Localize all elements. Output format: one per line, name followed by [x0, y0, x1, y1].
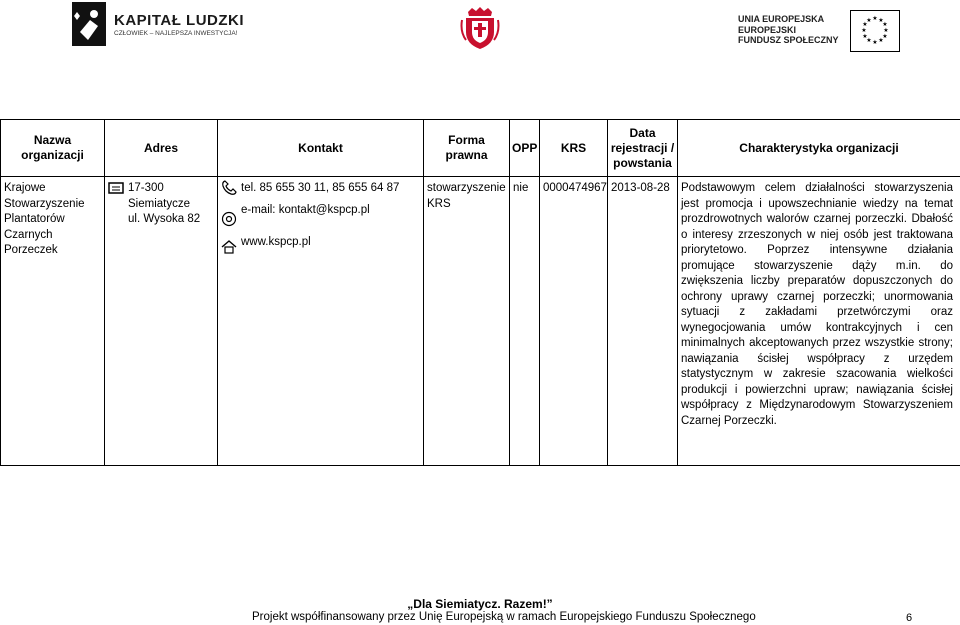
cell-opp — [510, 177, 540, 466]
svg-text:★: ★ — [862, 33, 868, 40]
kapital-ludzki-subtitle: CZŁOWIEK – NAJLEPSZA INWESTYCJA! — [114, 30, 238, 37]
cell-contact — [218, 177, 424, 466]
kapital-ludzki-logo — [72, 2, 247, 46]
organization-name: Krajowe Stowarzyszenie Plantatorów Czarnych Porzeczek — [4, 182, 85, 256]
header-krs: KRS — [540, 120, 608, 177]
organization-table — [0, 119, 960, 466]
header-name: Nazwa organizacji — [1, 120, 105, 177]
cell-krs — [540, 177, 608, 466]
cell-name — [1, 177, 105, 466]
table-row — [1, 177, 960, 466]
phone-text: tel. 85 655 30 11, 85 655 64 87 — [241, 182, 400, 194]
opp-text: nie — [513, 182, 529, 194]
legal-form-text: stowarzyszenie KRS — [427, 182, 506, 210]
address-line-1: 17-300 Siemiatycze — [128, 182, 190, 210]
address-line-2: ul. Wysoka 82 — [128, 213, 201, 225]
svg-text:★: ★ — [878, 37, 884, 44]
eu-logo — [738, 14, 908, 50]
coat-of-arms-emblem — [460, 6, 500, 50]
svg-text:★: ★ — [861, 27, 867, 34]
home-icon — [221, 239, 237, 255]
website-link[interactable]: www.kspcp.pl — [241, 235, 311, 248]
eu-line-1: UNIA EUROPEJSKA — [738, 14, 825, 24]
kapital-ludzki-emblem — [72, 2, 106, 46]
eu-line-3: FUNDUSZ SPOŁECZNY — [738, 35, 839, 45]
footer-project-text: Projekt współfinansowany przez Unię Europejską w ramach Europejskiego Funduszu Społecznego — [252, 611, 756, 623]
svg-text:★: ★ — [882, 33, 888, 40]
cell-legal-form — [424, 177, 510, 466]
header-legal-form: Forma prawna — [424, 120, 510, 177]
email-icon — [221, 211, 237, 227]
svg-text:★: ★ — [872, 39, 878, 46]
cell-registration-date — [608, 177, 678, 466]
svg-text:★: ★ — [866, 37, 872, 44]
header-address: Adres — [105, 120, 218, 177]
eu-logo-text — [738, 14, 839, 46]
header-registration-date: Data rejestracji / powstania — [608, 120, 678, 177]
kapital-ludzki-title: KAPITAŁ LUDZKI — [114, 12, 245, 29]
svg-text:★: ★ — [862, 21, 868, 28]
registration-date: 2013-08-28 — [611, 182, 670, 194]
header-description: Charakterystyka organizacji — [678, 120, 960, 177]
footer-slogan: „Dla Siemiatycz. Razem!” — [407, 597, 553, 611]
phone-icon — [221, 180, 237, 196]
address-card-icon — [108, 180, 124, 196]
svg-text:★: ★ — [866, 17, 872, 24]
svg-text:★: ★ — [872, 15, 878, 22]
description-text: Podstawowym celem działalności stowarzyszenia jest promocja i upowszechnianie wiedzy na temat prozdrowotnych walorów czarnej porzeczki. Dbałość o interesy zrzeszonych w niej osób jest traktowana priorytetowo. Poprzez intensywne działania promujące stowarzyszenie dąży m.in. do zwiększenia liczby preparatów dopuszczonych do ochrony uprawy czarnej porzeczki; unormowania sytuacji z zakładami przetwórczymi oraz wynegocjowania umów kontrakcyjnych i cen minimalnych akceptowanych przez wszystkie strony; nawiązania ścisłej współpracy z urzędem statystycznym w zakresie szacowania wielkości produkcji i powierzchni upraw; nawiązania ścisłej współpracy z Międzynarodowym Stowarzyszeniem Czarnej Porzeczki. — [681, 182, 953, 427]
cell-address — [105, 177, 218, 466]
svg-text:★: ★ — [883, 27, 889, 34]
page-header — [0, 0, 960, 58]
cell-description — [678, 177, 960, 466]
header-contact: Kontakt — [218, 120, 424, 177]
page-number: 6 — [906, 612, 913, 624]
table-header-row — [1, 120, 960, 177]
eu-flag-icon — [850, 10, 900, 52]
header-opp: OPP — [510, 120, 540, 177]
svg-text:★: ★ — [878, 17, 884, 24]
eu-line-2: EUROPEJSKI — [738, 24, 797, 35]
email-link[interactable]: e-mail: kontakt@kspcp.pl — [241, 203, 370, 216]
krs-number: 0000474967 — [543, 182, 607, 194]
svg-text:★: ★ — [882, 21, 888, 28]
